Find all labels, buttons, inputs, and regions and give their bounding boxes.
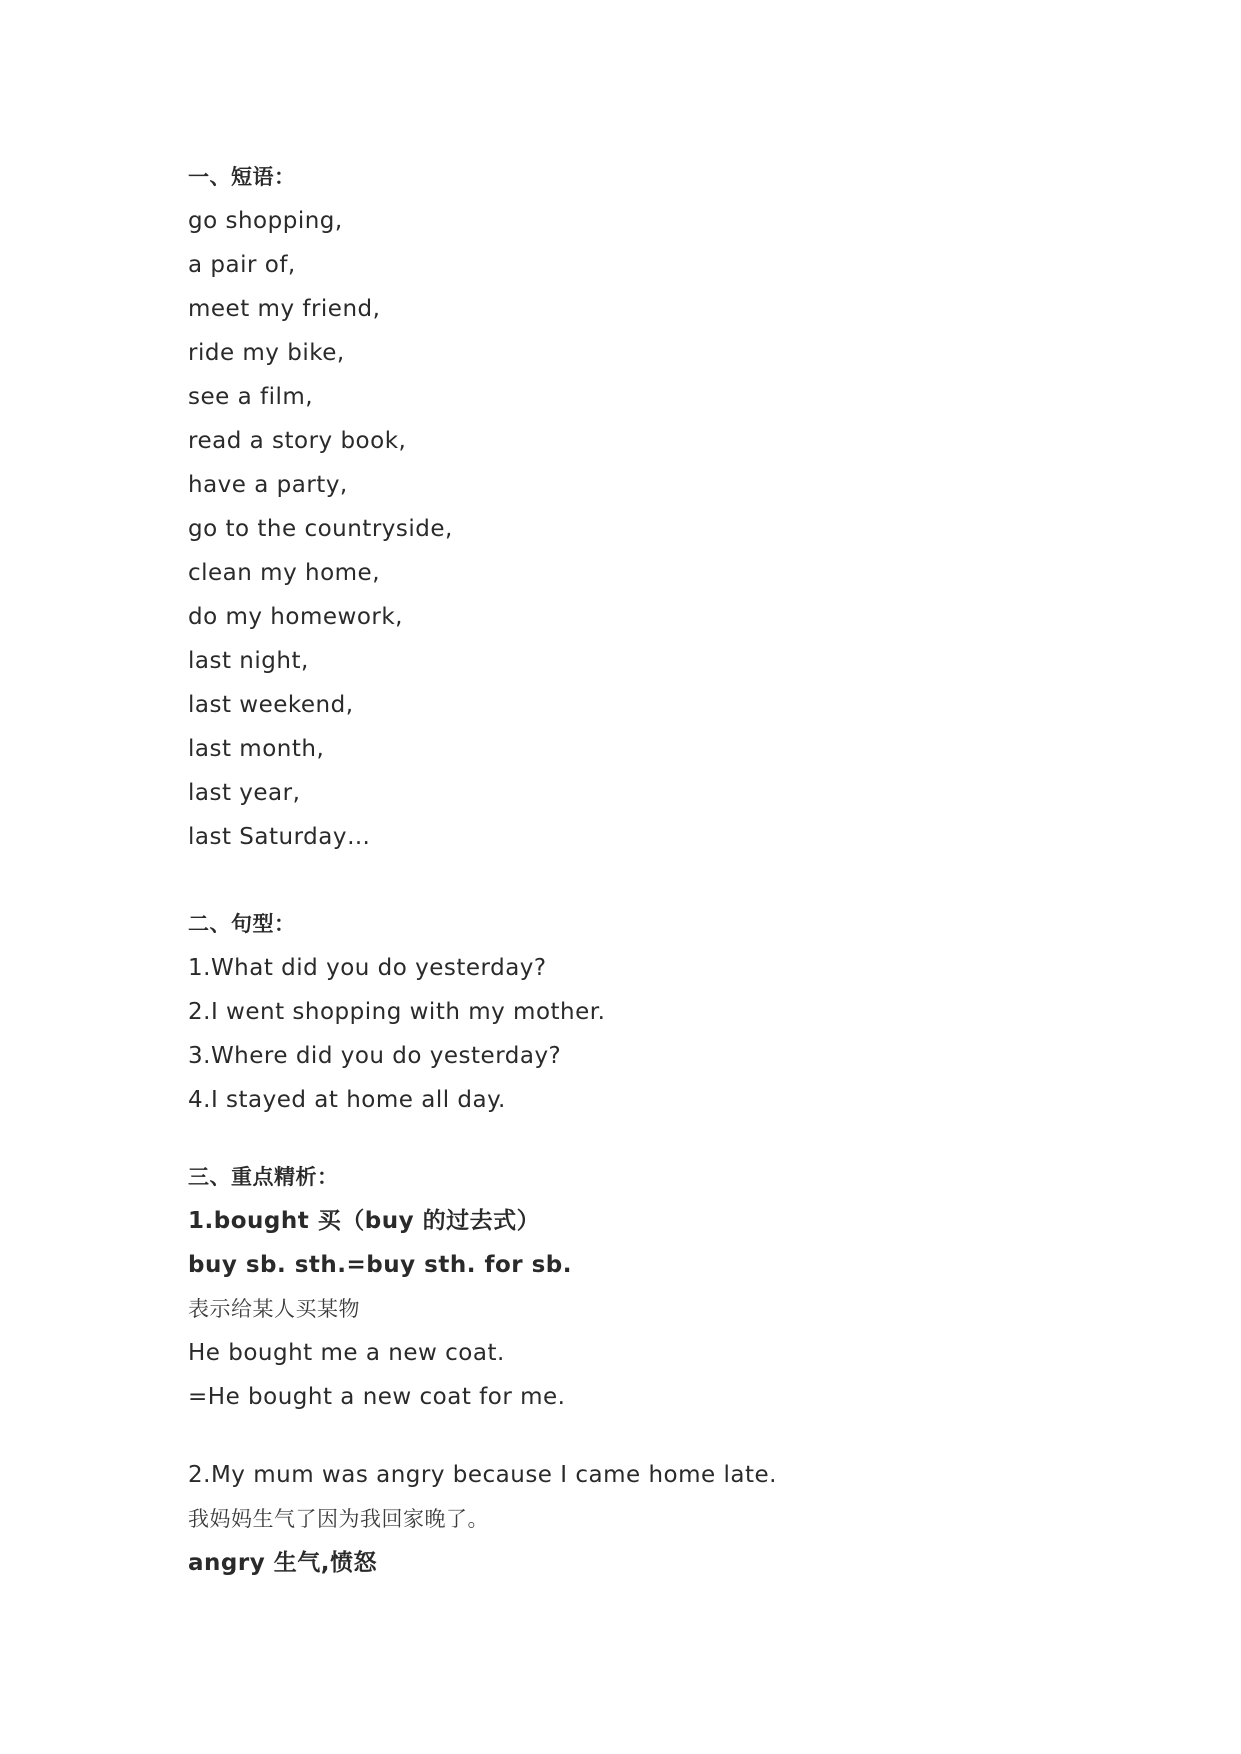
- point1-example: He bought me a new coat.: [188, 1340, 505, 1366]
- phrase-item: go shopping,: [188, 208, 343, 234]
- point1-title: [188, 1199, 1088, 1243]
- phrase-item: see a film,: [188, 384, 314, 410]
- phrase-item: last year,: [188, 780, 301, 806]
- phrase-item: go to the countryside,: [188, 516, 453, 542]
- phrase-list: [188, 199, 1088, 859]
- point2-translation: 我妈妈生气了因为我回家晚了。: [188, 1507, 489, 1531]
- sentence-item: 2.I went shopping with my mother.: [188, 999, 606, 1025]
- phrase-item: clean my home,: [188, 560, 381, 586]
- point2-word-meaning: 生气,愤怒: [265, 1550, 377, 1576]
- point2-word: angry: [188, 1550, 266, 1576]
- spacer: [188, 859, 1088, 902]
- point2-vocab: [188, 1541, 1088, 1585]
- point1-title-cn: 买（: [309, 1208, 365, 1234]
- point1-rule: buy sb. sth.=buy sth. for sb.: [188, 1252, 572, 1278]
- phrase-item: ride my bike,: [188, 340, 345, 366]
- phrase-item: meet my friend,: [188, 296, 381, 322]
- document-page: [188, 155, 1088, 1585]
- phrase-item: last Saturday…: [188, 824, 371, 850]
- point1-title-en2: buy: [364, 1208, 415, 1234]
- sentence-list: [188, 946, 1088, 1122]
- phrase-item: do my homework,: [188, 604, 403, 630]
- sentence-item: 1.What did you do yesterday?: [188, 955, 547, 981]
- spacer: [188, 1419, 1088, 1453]
- point1-title-cn2: 的过去式）: [414, 1208, 541, 1234]
- point1-example: =He bought a new coat for me.: [188, 1384, 566, 1410]
- section3-heading: 三、重点精析：: [188, 1165, 339, 1189]
- point1-word: 1.bought: [188, 1208, 310, 1234]
- section2-heading: 二、句型：: [188, 912, 296, 936]
- phrase-item: last month,: [188, 736, 325, 762]
- phrase-item: read a story book,: [188, 428, 407, 454]
- spacer: [188, 1122, 1088, 1155]
- sentence-item: 4.I stayed at home all day.: [188, 1087, 506, 1113]
- phrase-item: a pair of,: [188, 252, 296, 278]
- sentence-item: 3.Where did you do yesterday?: [188, 1043, 562, 1069]
- section1-heading: 一、短语：: [188, 165, 296, 189]
- phrase-item: have a party,: [188, 472, 348, 498]
- phrase-item: last night,: [188, 648, 309, 674]
- point1-meaning: 表示给某人买某物: [188, 1297, 360, 1321]
- point2-sentence: 2.My mum was angry because I came home late.: [188, 1462, 777, 1488]
- phrase-item: last weekend,: [188, 692, 354, 718]
